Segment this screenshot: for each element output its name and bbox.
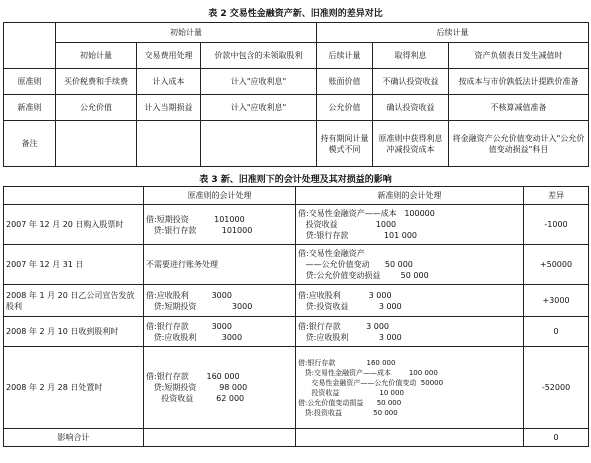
journal-line: 借:公允价值变动损益 50 000 — [298, 398, 402, 407]
diff-value: +3000 — [524, 285, 589, 317]
table-cell: 买价税费和手续费 — [56, 69, 137, 95]
journal-cell — [144, 347, 296, 429]
table-row — [4, 121, 589, 167]
table-cell: 公允价值 — [317, 95, 373, 121]
table-cell — [56, 121, 137, 167]
table-cell: 计入"应收利息" — [201, 95, 317, 121]
journal-line: 贷:应收股利 3000 — [146, 332, 243, 342]
journal-cell — [144, 205, 296, 245]
journal-cell — [296, 285, 524, 317]
journal-line: 借:银行存款 3 000 — [298, 321, 390, 331]
journal-line: 借:应收股利 3000 — [146, 290, 232, 300]
column-header: 价款中包含的未领取股利 — [201, 43, 317, 69]
table-row — [4, 429, 589, 447]
journal-line: 交易性金融资产——公允价值变动 50000 — [298, 378, 444, 387]
table-cell: 计入当期损益 — [137, 95, 201, 121]
journal-line: 贷:应收股利 3 000 — [298, 332, 402, 342]
table-cell: 确认投资收益 — [373, 95, 449, 121]
row-label: 2008 年 2 月 28 日处置时 — [4, 347, 144, 429]
journal-line: 贷:公允价值变动损益 50 000 — [298, 271, 429, 280]
diff-value: -1000 — [524, 205, 589, 245]
table-cell: 按成本与市价孰低法计提跌价准备 — [449, 69, 589, 95]
diff-value: -52000 — [524, 347, 589, 429]
table-row — [4, 95, 589, 121]
table-row — [4, 69, 589, 95]
journal-line: ——公允价值变动 50 000 — [298, 260, 413, 269]
table-cell: 将金融资产公允价值变动计入"公允价值变动损益"科目 — [449, 121, 589, 167]
journal-cell — [144, 285, 296, 317]
row-label: 原准则 — [4, 69, 56, 95]
table-cell — [201, 121, 317, 167]
journal-cell — [296, 317, 524, 347]
table-cell — [137, 121, 201, 167]
journal-line: 贷:投资收益 50 000 — [298, 408, 398, 417]
diff-value: +50000 — [524, 245, 589, 285]
diff-value: 0 — [524, 317, 589, 347]
row-label: 2007 年 12 月 20 日购入股票时 — [4, 205, 144, 245]
table-row — [4, 317, 589, 347]
column-header: 差异 — [524, 187, 589, 205]
corner-cell — [4, 23, 56, 69]
journal-cell — [144, 429, 296, 447]
journal-line: 投资收益 1000 — [298, 220, 397, 229]
journal-line: 借:银行存款 160 000 — [146, 372, 240, 381]
column-header: 资产负债表日发生减值时 — [449, 43, 589, 69]
column-header: 新准则的会计处理 — [296, 187, 524, 205]
journal-line: 贷:银行存款 101 000 — [298, 231, 418, 240]
journal-cell — [296, 205, 524, 245]
table-row — [4, 285, 589, 317]
table-cell: 账面价值 — [317, 69, 373, 95]
journal-cell — [144, 317, 296, 347]
journal-line: 借:交易性金融资产——成本 100000 — [298, 209, 435, 218]
row-label: 2008 年 2 月 10 日收到股利时 — [4, 317, 144, 347]
column-header: 初始计量 — [56, 43, 137, 69]
journal-line: 贷:短期投资 3000 — [146, 301, 253, 311]
journal-line: 投资收益 10 000 — [298, 388, 404, 397]
table-row — [4, 205, 589, 245]
row-label: 2008 年 1 月 20 日乙公司宣告发放股利 — [4, 285, 144, 317]
column-header: 取得利息 — [373, 43, 449, 69]
table2-caption: 表 2 交易性金融资产新、旧准则的差异对比 — [208, 9, 383, 19]
group-header-initial: 初始计量 — [56, 23, 317, 43]
journal-line: 贷:投资收益 3 000 — [298, 301, 402, 311]
column-header: 原准则的会计处理 — [144, 187, 296, 205]
table3-caption: 表 3 新、旧准则下的会计处理及其对损益的影响 — [199, 175, 392, 185]
journal-line: 借:应收股利 3 000 — [298, 290, 392, 300]
row-label: 2007 年 12 月 31 日 — [4, 245, 144, 285]
journal-line: 贷:交易性金融资产——成本 100 000 — [298, 368, 438, 377]
row-label: 备注 — [4, 121, 56, 167]
table-cell: 原准则中获得利息冲减投资成本 — [373, 121, 449, 167]
journal-cell — [296, 429, 524, 447]
journal-line: 贷:短期投资 98 000 — [146, 383, 248, 392]
comparison-table — [3, 22, 589, 167]
column-header: 后续计量 — [317, 43, 373, 69]
column-header: 交易费用处理 — [137, 43, 201, 69]
table-cell: 持有期间计量模式不同 — [317, 121, 373, 167]
diff-value: 0 — [524, 429, 589, 447]
journal-cell — [144, 245, 296, 285]
table-cell: 计入成本 — [137, 69, 201, 95]
table-cell: 公允价值 — [56, 95, 137, 121]
table-cell: 不确认投资收益 — [373, 69, 449, 95]
journal-line: 投资收益 62 000 — [146, 394, 245, 403]
accounting-table — [3, 186, 589, 447]
table-row — [4, 245, 589, 285]
journal-line: 借:交易性金融资产 — [298, 249, 365, 258]
group-header-subsequent: 后续计量 — [317, 23, 589, 43]
journal-line: 借:银行存款 160 000 — [298, 358, 396, 367]
corner-cell — [4, 187, 144, 205]
journal-line: 借:短期投资 101000 — [146, 214, 245, 224]
journal-line: 借:银行存款 3000 — [146, 321, 232, 331]
journal-cell — [296, 245, 524, 285]
table-cell: 不核算减值准备 — [449, 95, 589, 121]
table-row — [4, 347, 589, 429]
journal-cell — [296, 347, 524, 429]
journal-line: 不需要进行账务处理 — [146, 260, 218, 269]
row-label: 影响合计 — [4, 429, 144, 447]
journal-line: 贷:银行存款 101000 — [146, 225, 253, 235]
row-label: 新准则 — [4, 95, 56, 121]
table-cell: 计入"应收利息" — [201, 69, 317, 95]
